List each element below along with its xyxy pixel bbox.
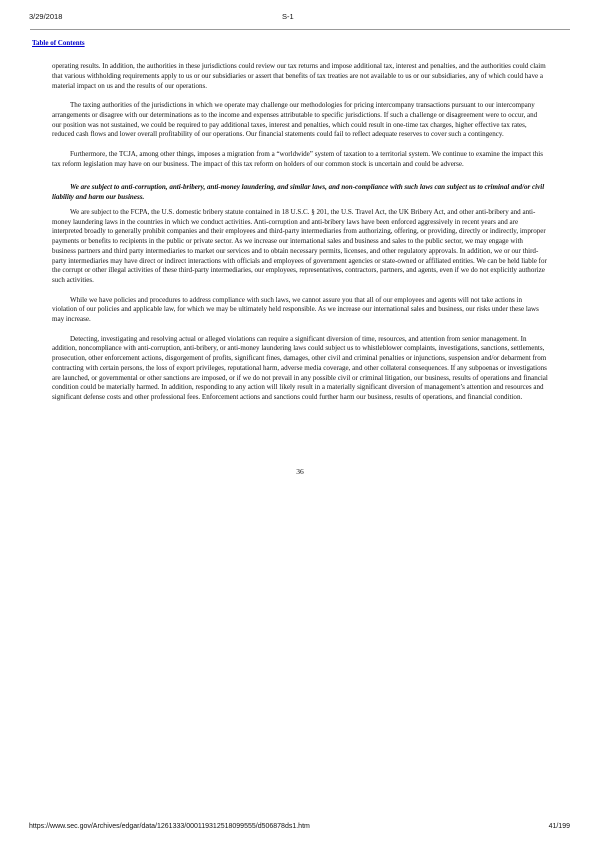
page-number: 36 xyxy=(296,467,304,476)
paragraph-tcja: Furthermore, the TCJA, among other things, imposes a migration from a “worldwide” system of taxation to a territorial system. We continue to examine the impact this tax reform legislation may have on our business. The impact of this tax reform on holders of our common stock is uncertain and could be adverse. xyxy=(52,149,543,168)
paragraph-fcpa: We are subject to the FCPA, the U.S. domestic bribery statute contained in 18 U.S.C. § 201, the U.S. Travel Act, the UK Bribery Act, and other anti-bribery and anti-money laundering laws in the countries in which we conduct activities. Anti-corruption and anti-bribery laws have been enforced aggressively in recent years and are interpreted broadly to generally prohibit companies and their employees and third-party intermediaries from authorizing, offering, or providing, directly or indirectly, improper payments or benefits to recipients in the public or private sector. As we increase our international sales and business and sales to the public sector, we may engage with business partners and third party intermediaries to market our services and to obtain necessary permits, licenses, and other regulatory approvals. In addition, we or our third-party intermediaries may have direct or indirect interactions with officials and employees of government agencies or state-owned or affiliated entities. We can be held liable for the corrupt or other illegal activities of these third-party intermediaries, our employees, representatives, contractors, partners, and agents, even if we do not explicitly authorize such activities. xyxy=(52,207,547,284)
paragraph-policies: While we have policies and procedures to address compliance with such laws, we cannot assure you that all of our employees and agents will not take actions in violation of our policies and applicable law, for which we may be ultimately held responsible. As we increase our international sales and business, our risks under these laws may increase. xyxy=(52,295,539,323)
paragraph-intercompany-pricing: The taxing authorities of the jurisdictions in which we operate may challenge our methodologies for pricing intercompany transactions pursuant to our intercompany arrangements or disagree with our determinations as to the income and expenses attributable to specific jurisdictions. If such a challenge or disagreement were to occur, and our position was not sustained, we could be required to pay additional taxes, interest and penalties, which could result in one-time tax charges, higher effective tax rates, reduced cash flows and lower overall profitability of our operations. Our financial statements could fail to reflect adequate reserves to cover such a contingency. xyxy=(52,101,538,139)
table-of-contents-link[interactable]: Table of Contents xyxy=(32,39,85,47)
footer-page-count: 41/199 xyxy=(548,823,570,830)
risk-factor-heading: We are subject to anti-corruption, anti-bribery, anti-money laundering, and similar laws, and non-compliance with such laws can subject us to criminal and/or civil liability and harm our business. xyxy=(52,183,545,201)
document-title: S-1 xyxy=(282,12,294,21)
footer-url: https://www.sec.gov/Archives/edgar/data/1261333/000119312518099555/d506878ds1.htm xyxy=(29,823,310,830)
document-body xyxy=(52,62,548,413)
header-divider xyxy=(30,29,570,30)
paragraph-violations: Detecting, investigating and resolving actual or alleged violations can require a significant diversion of time, resources, and attention from senior management. In addition, noncompliance with anti-corruption, anti-bribery, or anti-money laundering laws could subject us to whistleblower complaints, investigations, sanctions, settlements, prosecution, other enforcement actions, disgorgement of profits, significant fines, damages, other civil and criminal penalties or injunctions, suspension and/or debarment from contracting with certain persons, the loss of export privileges, reputational harm, adverse media coverage, and other collateral consequences. If any subpoenas or investigations are launched, or governmental or other sanctions are imposed, or if we do not prevail in any possible civil or criminal litigation, our business, results of operations and financial condition could be materially harmed. In addition, responding to any action will likely result in a materially significant diversion of management’s attention and resources and significant defense costs and other professional fees. Enforcement actions and sanctions could further harm our business, results of operations, and financial condition. xyxy=(52,334,548,401)
print-date: 3/29/2018 xyxy=(29,12,63,21)
paragraph-tax-review: operating results. In addition, the authorities in these jurisdictions could review our tax returns and impose additional tax, interest and penalties, and the authorities could claim that various withholding requirements apply to us or our subsidiaries or assert that benefits of tax treaties are not available to us or our subsidiaries, any of which could have a material impact on us and the results of our operations. xyxy=(52,62,546,90)
